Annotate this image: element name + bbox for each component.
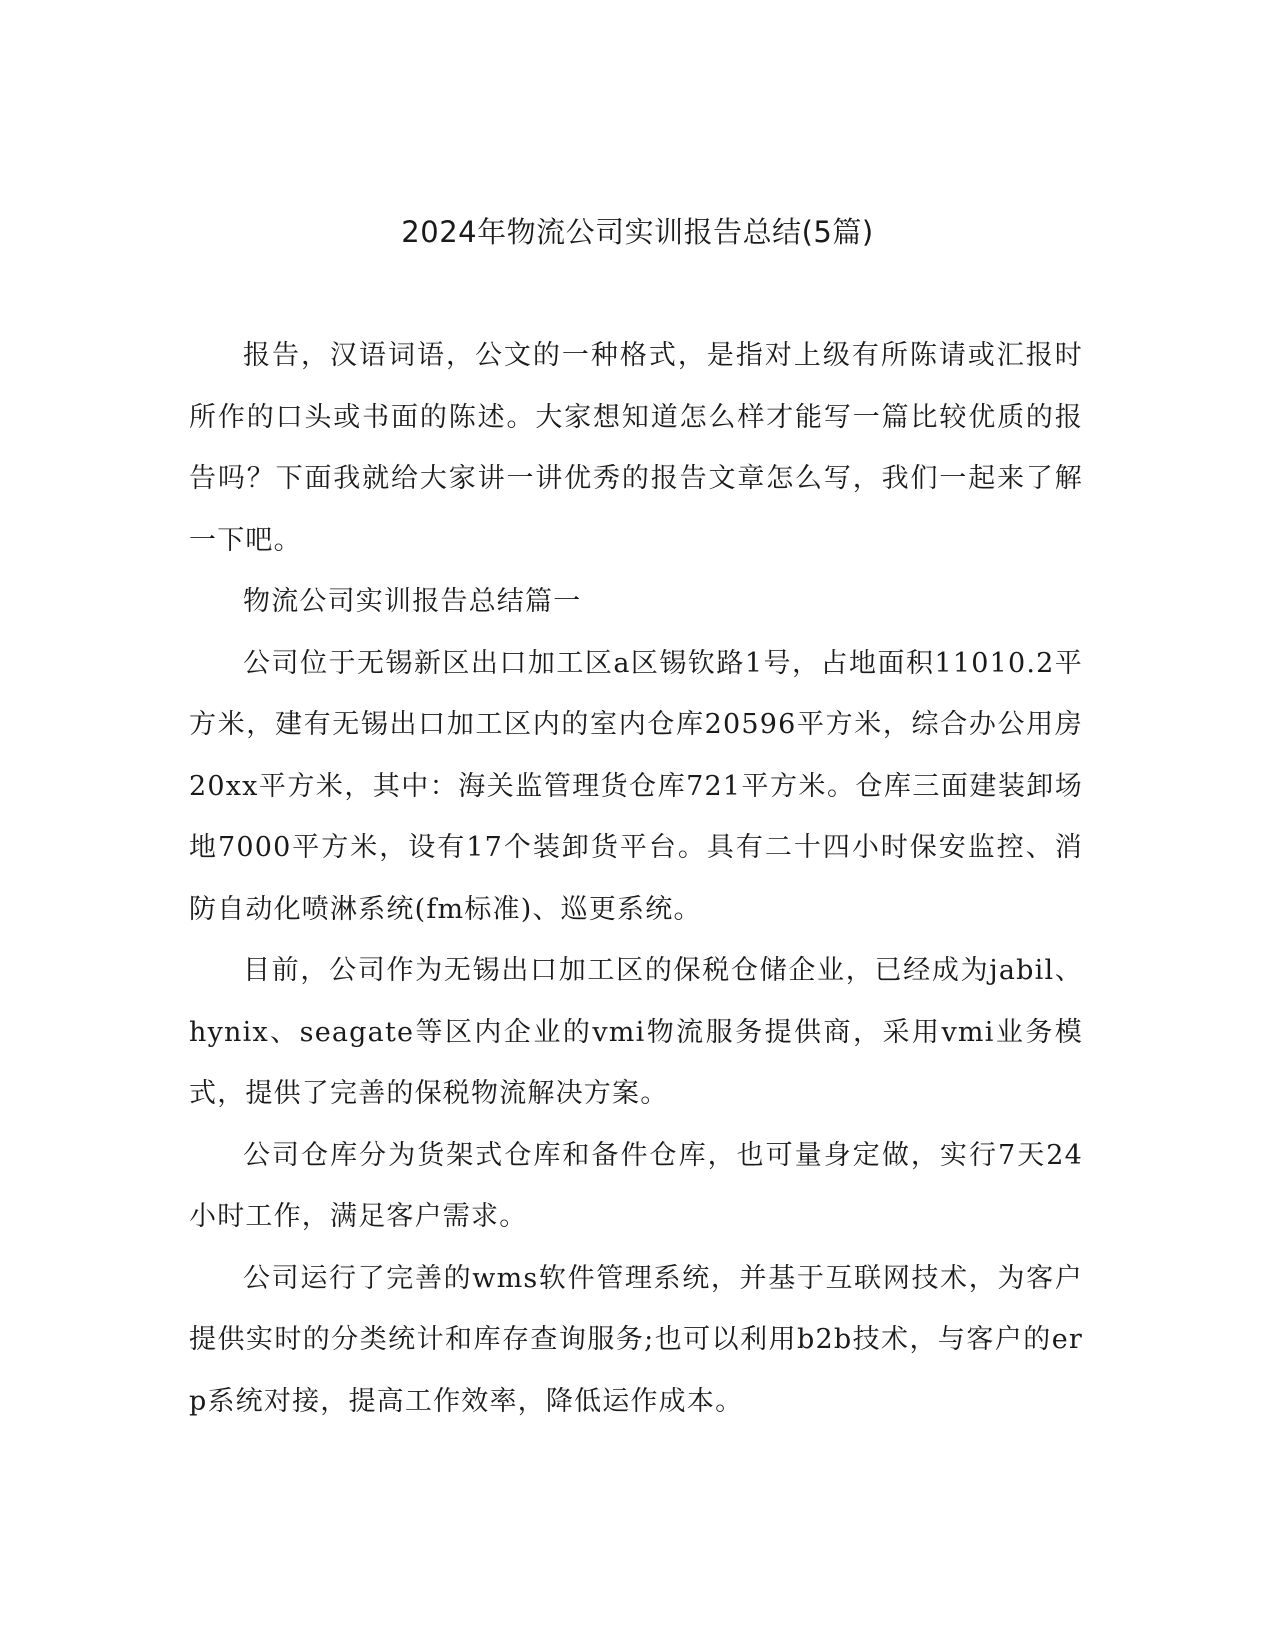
body-paragraph: 公司位于无锡新区出口加工区a区锡钦路1号，占地面积11010.2平方米，建有无锡出口加工区内的室内仓库20596平方米，综合办公用房20xx平方米，其中：海关监管理货仓库721平方米。仓库三面建装卸场地7000平方米，设有17个装卸货平台。具有二十四小时保安监控、消防自动化喷淋系统(fm标准)、巡更系统。 <box>189 647 1083 925</box>
body-paragraph: 目前，公司作为无锡出口加工区的保税仓储企业，已经成为jabil、hynix、seagate等区内企业的vmi物流服务提供商，采用vmi业务模式，提供了完善的保税物流解决方案。 <box>189 955 1083 1109</box>
section-heading: 物流公司实训报告总结篇一 <box>243 586 582 617</box>
document-title: 2024年物流公司实训报告总结(5篇) <box>401 215 874 249</box>
body-paragraph: 公司仓库分为货架式仓库和备件仓库，也可量身定做，实行7天24小时工作，满足客户需求。 <box>189 1139 1083 1232</box>
document-body <box>189 325 1083 1432</box>
body-paragraph: 公司运行了完善的wms软件管理系统，并基于互联网技术，为客户提供实时的分类统计和库存查询服务;也可以利用b2b技术，与客户的erp系统对接，提高工作效率，降低运作成本。 <box>189 1262 1083 1417</box>
intro-paragraph: 报告，汉语词语，公文的一种格式，是指对上级有所陈请或汇报时所作的口头或书面的陈述。大家想知道怎么样才能写一篇比较优质的报告吗？下面我就给大家讲一讲优秀的报告文章怎么写，我们一起来了解一下吧。 <box>189 340 1083 556</box>
